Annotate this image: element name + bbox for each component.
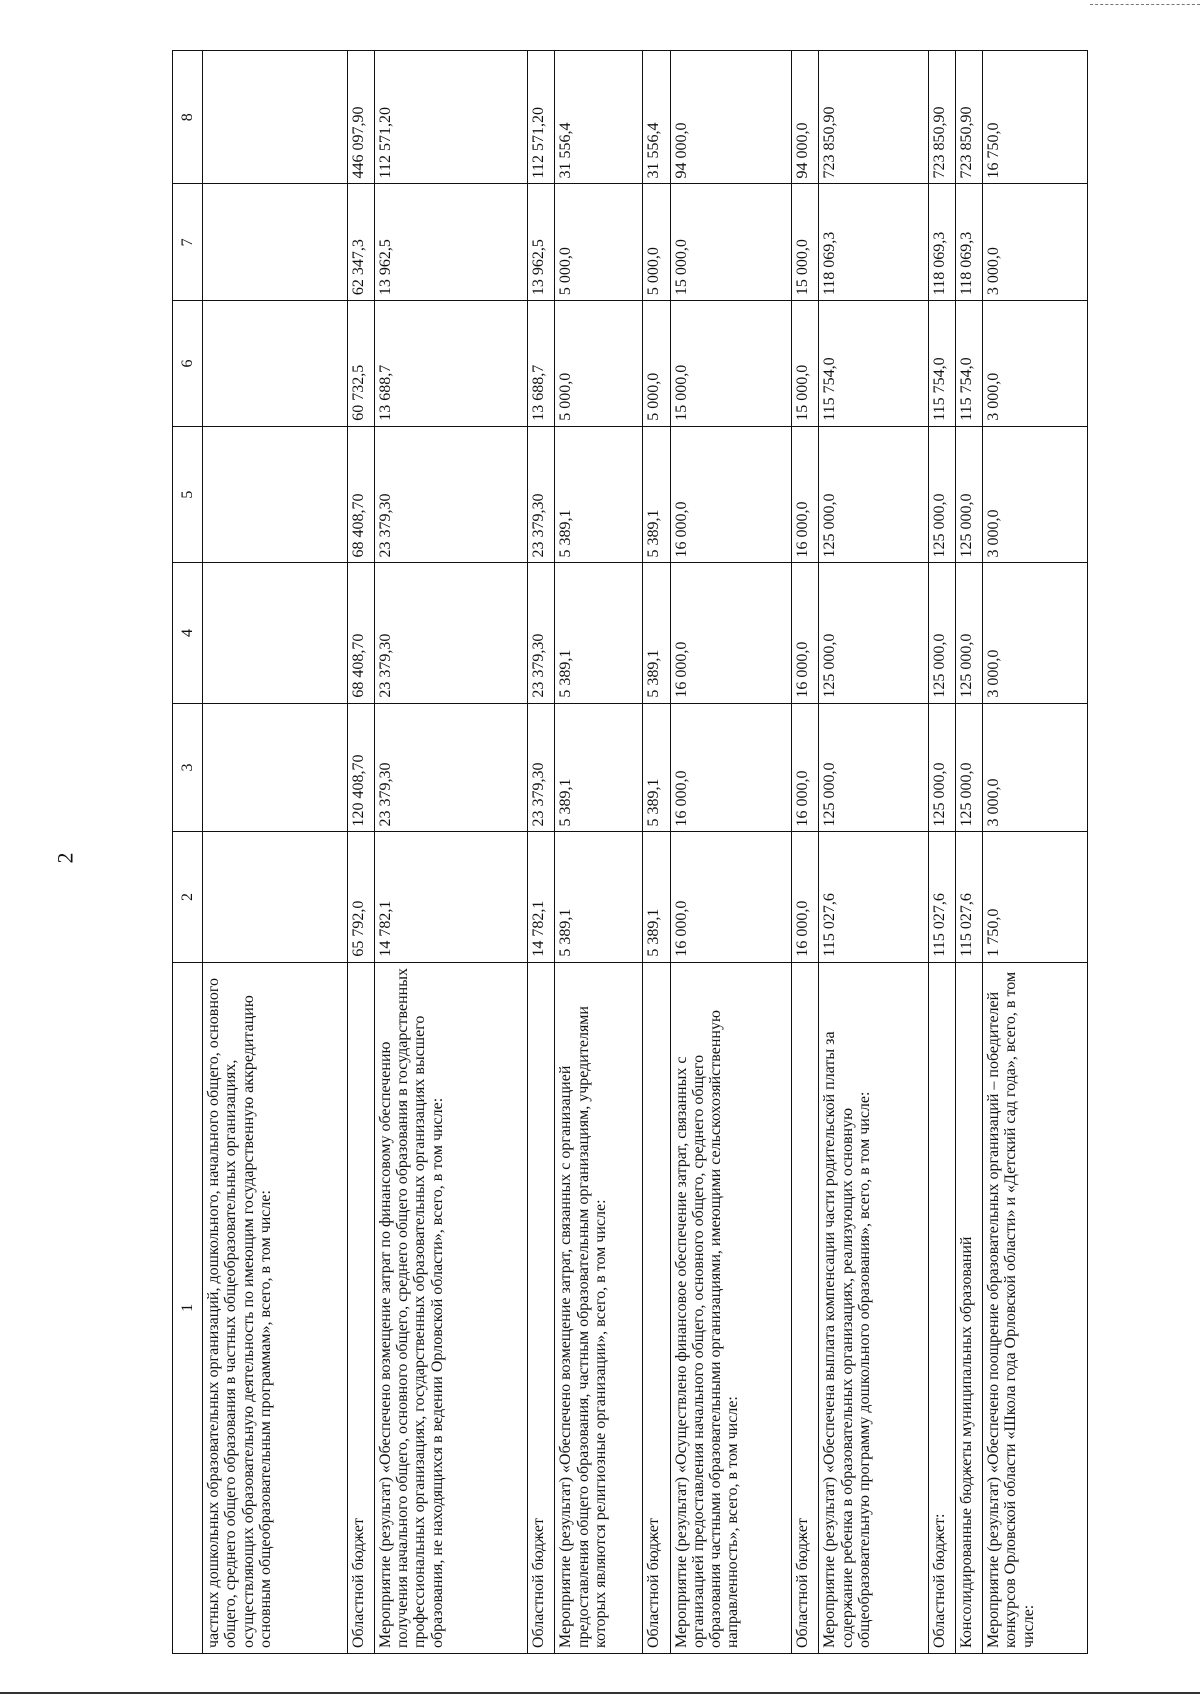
header-cell: 5 [173, 426, 203, 563]
value-cell: 125 000,0 [928, 426, 955, 563]
value-cell: 13 688,7 [374, 301, 527, 427]
value-cell: 3 000,0 [983, 301, 1088, 427]
value-cell: 125 000,0 [955, 703, 982, 832]
value-cell: 16 000,0 [792, 703, 819, 832]
value-cell: 723 850,90 [928, 51, 955, 184]
value-cell: 5 389,1 [643, 563, 670, 703]
table-row [347, 51, 374, 1654]
value-cell: 125 000,0 [955, 563, 982, 703]
value-cell: 125 000,0 [928, 563, 955, 703]
value-cell: 13 962,5 [374, 184, 527, 301]
value-cell: 16 000,0 [792, 563, 819, 703]
value-cell: 23 379,30 [374, 703, 527, 832]
row-label: Консолидированные бюджеты муниципальных образований [955, 962, 982, 1653]
value-cell: 68 408,70 [347, 563, 374, 703]
value-cell: 94 000,0 [670, 51, 792, 184]
header-cell: 7 [173, 184, 203, 301]
row-label: Мероприятие (результат) «Обеспечено поощрение образовательных организаций – победителей конкурсов Орловской области «Школа года Орловской области» и «Детский сад года», всего, в том числе: [983, 962, 1088, 1653]
value-cell: 125 000,0 [819, 563, 928, 703]
value-cell [203, 51, 348, 184]
value-cell: 16 000,0 [670, 426, 792, 563]
value-cell [203, 563, 348, 703]
value-cell: 125 000,0 [819, 426, 928, 563]
row-label: Мероприятие (результат) «Обеспечено возмещение затрат по финансовому обеспечению получения начального общего, основного общего, среднего общего образования в государственных профессиональных организациях, государственных образовательных организациях высшего образования, не находящихся в ведении Орловской области», всего, в том числе: [374, 962, 527, 1653]
value-cell: 15 000,0 [792, 301, 819, 427]
row-label: Мероприятие (результат) «Обеспечена выплата компенсации части родительской платы за содержание ребенка в образовательных организациях, реализующих основную общеобразовательную программу дошкольного образования», всего, в том числе: [819, 962, 928, 1653]
value-cell: 3 000,0 [983, 184, 1088, 301]
value-cell: 115 754,0 [928, 301, 955, 427]
value-cell: 5 389,1 [643, 426, 670, 563]
value-cell: 115 027,6 [928, 832, 955, 962]
row-label: Областной бюджет [643, 962, 670, 1653]
value-cell: 5 000,0 [643, 301, 670, 427]
value-cell: 120 408,70 [347, 703, 374, 832]
value-cell: 3 000,0 [983, 703, 1088, 832]
value-cell: 5 000,0 [555, 184, 643, 301]
value-cell: 94 000,0 [792, 51, 819, 184]
value-cell: 125 000,0 [955, 426, 982, 563]
value-cell: 125 000,0 [928, 703, 955, 832]
value-cell: 3 000,0 [983, 563, 1088, 703]
value-cell: 14 782,1 [374, 832, 527, 962]
row-label: Мероприятие (результат) «Осуществлено финансовое обеспечение затрат, связанных с организацией предоставления начального общего, основного общего, среднего общего образования частными образовательными организациями, имеющими сельскохозяйственную направленность», всего, в том числе: [670, 962, 792, 1653]
value-cell [203, 832, 348, 962]
value-cell: 5 389,1 [555, 426, 643, 563]
value-cell: 3 000,0 [983, 426, 1088, 563]
bottom-rule [0, 1692, 1200, 1694]
table-container [172, 50, 1088, 1654]
header-row [173, 51, 203, 1654]
value-cell: 115 027,6 [955, 832, 982, 962]
value-cell: 60 732,5 [347, 301, 374, 427]
table-row [983, 51, 1088, 1654]
table-row [374, 51, 527, 1654]
table-row [819, 51, 928, 1654]
value-cell: 16 750,0 [983, 51, 1088, 184]
value-cell: 16 000,0 [792, 832, 819, 962]
page-number: 2 [52, 852, 78, 864]
value-cell: 23 379,30 [528, 703, 555, 832]
value-cell: 115 754,0 [955, 301, 982, 427]
value-cell: 23 379,30 [374, 563, 527, 703]
header-cell: 6 [173, 301, 203, 427]
value-cell: 5 389,1 [555, 832, 643, 962]
table-row [955, 51, 982, 1654]
header-cell: 1 [173, 962, 203, 1653]
value-cell: 5 389,1 [555, 563, 643, 703]
value-cell: 31 556,4 [643, 51, 670, 184]
value-cell: 5 000,0 [643, 184, 670, 301]
value-cell: 723 850,90 [955, 51, 982, 184]
table-row [928, 51, 955, 1654]
table-row [792, 51, 819, 1654]
table-row [203, 51, 348, 1654]
value-cell: 112 571,20 [374, 51, 527, 184]
value-cell: 16 000,0 [792, 426, 819, 563]
value-cell: 16 000,0 [670, 703, 792, 832]
value-cell: 5 389,1 [555, 703, 643, 832]
value-cell: 5 389,1 [643, 703, 670, 832]
table-row [670, 51, 792, 1654]
value-cell: 23 379,30 [528, 426, 555, 563]
header-cell: 2 [173, 832, 203, 962]
value-cell: 115 754,0 [819, 301, 928, 427]
value-cell: 15 000,0 [792, 184, 819, 301]
row-label: Областной бюджет [792, 962, 819, 1653]
value-cell: 5 000,0 [555, 301, 643, 427]
value-cell: 446 097,90 [347, 51, 374, 184]
value-cell: 5 389,1 [643, 832, 670, 962]
value-cell [203, 426, 348, 563]
value-cell: 13 962,5 [528, 184, 555, 301]
value-cell: 125 000,0 [819, 703, 928, 832]
value-cell: 16 000,0 [670, 563, 792, 703]
header-cell: 8 [173, 51, 203, 184]
value-cell [203, 703, 348, 832]
row-label: Областной бюджет [528, 962, 555, 1653]
value-cell: 62 347,3 [347, 184, 374, 301]
value-cell: 1 750,0 [983, 832, 1088, 962]
table-row [528, 51, 555, 1654]
value-cell: 23 379,30 [528, 563, 555, 703]
value-cell: 115 027,6 [819, 832, 928, 962]
value-cell: 14 782,1 [528, 832, 555, 962]
value-cell: 723 850,90 [819, 51, 928, 184]
value-cell: 118 069,3 [955, 184, 982, 301]
top-rule [1090, 4, 1200, 5]
value-cell: 15 000,0 [670, 184, 792, 301]
row-label: Областной бюджет [347, 962, 374, 1653]
table-row [555, 51, 643, 1654]
value-cell: 13 688,7 [528, 301, 555, 427]
value-cell: 68 408,70 [347, 426, 374, 563]
row-label: Областной бюджет: [928, 962, 955, 1653]
value-cell [203, 184, 348, 301]
value-cell: 65 792,0 [347, 832, 374, 962]
value-cell [203, 301, 348, 427]
value-cell: 118 069,3 [819, 184, 928, 301]
rotated-table-frame [172, 50, 1088, 1654]
row-label: Мероприятие (результат) «Обеспечено возмещение затрат, связанных с организацией предоставления общего образования, частным образовательным организациям, учредителями которых являются религиозные организации», всего, в том числе: [555, 962, 643, 1653]
value-cell: 15 000,0 [670, 301, 792, 427]
value-cell: 31 556,4 [555, 51, 643, 184]
value-cell: 112 571,20 [528, 51, 555, 184]
value-cell: 16 000,0 [670, 832, 792, 962]
value-cell: 118 069,3 [928, 184, 955, 301]
row-label: частных дошкольных образовательных организаций, дошкольного, начального общего, основного общего, среднего общего образования в частных общеобразовательных организациях, осуществляющих образовательную деятельность по имеющим государственную аккредитацию основным общеобразовательным программам», всего, в том числе: [203, 962, 348, 1653]
budget-table [172, 50, 1088, 1654]
header-cell: 4 [173, 563, 203, 703]
header-cell: 3 [173, 703, 203, 832]
table-row [643, 51, 670, 1654]
value-cell: 23 379,30 [374, 426, 527, 563]
